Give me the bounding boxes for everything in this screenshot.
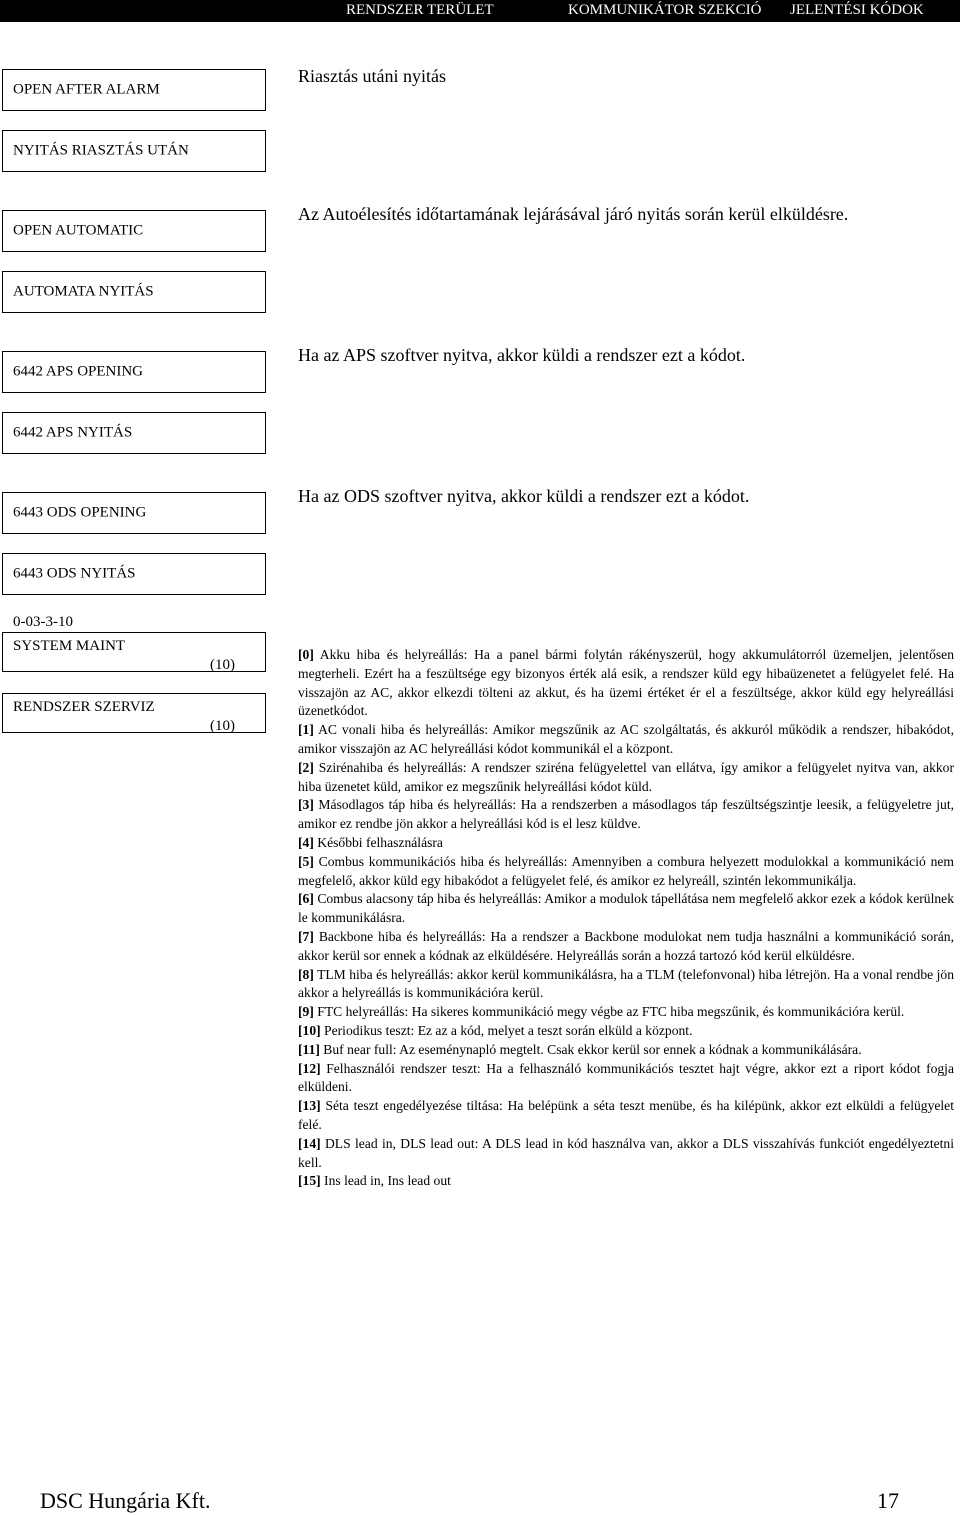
option-item: [6] Combus alacsony táp hiba és helyreállás: Amikor a modulok tápellátása nem megfelelő akkor ezek a kódok kerülnek le kommunikálásra. xyxy=(298,891,954,926)
code-box-nyitas-riasztas-utan xyxy=(2,130,266,172)
section-box-count: (10) xyxy=(210,657,235,673)
option-item: [13] Séta teszt engedélyezése tiltása: Ha belépünk a séta teszt menübe, és ha kilépünk, akkor ezt elküldi a felügyelet felé. xyxy=(298,1098,954,1132)
page-number: 17 xyxy=(877,1488,899,1513)
section-box-rendszer-szerviz xyxy=(2,693,266,733)
code-label: 6442 APS OPENING xyxy=(13,363,144,380)
code-label: 6442 APS NYITÁS xyxy=(13,424,133,441)
option-item: [9] FTC helyreállás: Ha sikeres kommunikáció megy végbe az FTC hiba megszűnik, és kommunikációra kerül. xyxy=(298,1004,905,1020)
option-item: [5] Combus kommunikációs hiba és helyreállás: Amennyiben a combura helyezett modulokkal a kommunikáció nem megfelelő, akkor küld egy hibakódot a felügyelet felé, és amikor ez helyreáll, szintén lekommunikálja. xyxy=(298,853,954,888)
header-bar xyxy=(0,0,960,22)
option-item: [3] Másodlagos táp hiba és helyreállás: Ha a rendszerben a másodlagos táp feszültségszintje leesik, a felügyeletre jut, amikor ez rendbe jön akkor a helyreállási kód is el lesz küldve. xyxy=(298,797,954,832)
option-list xyxy=(298,646,954,1191)
option-item: [4] Későbbi felhasználásra xyxy=(298,834,443,850)
code-box-automata-nyitas xyxy=(2,271,266,313)
code-label: OPEN AUTOMATIC xyxy=(13,222,144,239)
code-box-6443-ods-nyitas xyxy=(2,553,266,595)
code-description: Ha az ODS szoftver nyitva, akkor küldi a rendszer ezt a kódot. xyxy=(298,486,750,506)
option-item: [7] Backbone hiba és helyreállás: Ha a rendszer a Backbone modulokat nem tudja használni a kommunikáció során, akkor kerül sor ennek a kódnak az elküldésére. Helyreállás során a hozzá tartozó kód kerül elküldésre. xyxy=(298,928,954,963)
code-label: 6443 ODS NYITÁS xyxy=(13,565,136,582)
option-item: [2] Szirénahiba és helyreállás: A rendszer sziréna felügyelettel van ellátva, így amikor a felügyelet nyitva van, akkor hiba üzenetet küld, amikor ez megszűnik helyreállási kódot küld. xyxy=(298,759,954,794)
section-box-label: SYSTEM MAINT xyxy=(13,638,126,654)
code-description: Ha az APS szoftver nyitva, akkor küldi a rendszer ezt a kódot. xyxy=(298,345,746,365)
option-item: [12] Felhasználói rendszer teszt: Ha a felhasználó kommunikációs tesztet hajt végre, akkor ezt a riport kódot fogja elküldeni. xyxy=(298,1060,954,1095)
code-label: AUTOMATA NYITÁS xyxy=(13,283,154,300)
code-description: Az Autoélesítés időtartamának lejárásával járó nyitás során kerül elküldésre. xyxy=(298,204,849,224)
option-item: [11] Buf near full: Az eseménynapló megtelt. Csak ekkor kerül sor ennek a kódnak a kommunikálására. xyxy=(298,1041,862,1057)
section-code: 0-03-3-10 xyxy=(13,614,73,630)
header-item-rendszer-terulet: RENDSZER TERÜLET xyxy=(346,2,494,18)
option-item: [10] Periodikus teszt: Ez az a kód, melyet a teszt során elküld a központ. xyxy=(298,1022,693,1038)
footer-company: DSC Hungária Kft. xyxy=(40,1488,211,1513)
code-label: NYITÁS RIASZTÁS UTÁN xyxy=(13,142,189,159)
code-description: Riasztás utáni nyitás xyxy=(298,66,446,86)
option-item: [0] Akku hiba és helyreállás: Ha a panel bármi folytán rákényszerül, hogy akkumulátorról üzemeljen, jelentősen megterheli. Ezért ha a feszültsége egy bizonyos érték alá esik, a rendszer küld egy hibaüzenetet a felügyelet felé. Ha visszajön az AC, akkor elkezdi tölteni az akkut, és ha üzemi értéket ér el a feszültsége, akkor küld egy helyreállási üzenetkódot. xyxy=(298,647,954,719)
option-item: [1] AC vonali hiba és helyreállás: Amikor megszűnik az AC szolgáltatás, és akkuról működik a rendszer, hibakódot, amikor visszajön az AC helyreállási kódot kommunikál el a központ. xyxy=(298,722,954,756)
section-box-count: (10) xyxy=(210,718,235,734)
header-item-jelentesi-kodok: JELENTÉSI KÓDOK xyxy=(790,2,924,18)
code-box-6442-aps-nyitas xyxy=(2,412,266,454)
option-item: [14] DLS lead in, DLS lead out: A DLS lead in kód használva van, akkor a DLS visszahívás funkciót engedélyeztetni kell. xyxy=(298,1135,954,1170)
option-item: [8] TLM hiba és helyreállás: akkor kerül kommunikálásra, ha a TLM (telefonvonal) hiba létrejön. Ha a vonal rendbe jön akkor a helyreállás is kommunikációra kerül. xyxy=(298,966,954,1001)
code-label: 6443 ODS OPENING xyxy=(13,504,147,521)
section-box-label: RENDSZER SZERVIZ xyxy=(13,699,155,715)
code-box-6443-ods-opening xyxy=(2,492,266,534)
option-item: [15] Ins lead in, Ins lead out xyxy=(298,1173,451,1189)
code-box-open-automatic xyxy=(2,210,266,252)
code-box-open-after-alarm xyxy=(2,69,266,111)
code-box-6442-aps-opening xyxy=(2,351,266,393)
code-label: OPEN AFTER ALARM xyxy=(13,81,160,98)
section-box-system-maint xyxy=(2,632,266,672)
header-item-kommunikator-szekcio: KOMMUNIKÁTOR SZEKCIÓ xyxy=(568,2,762,18)
